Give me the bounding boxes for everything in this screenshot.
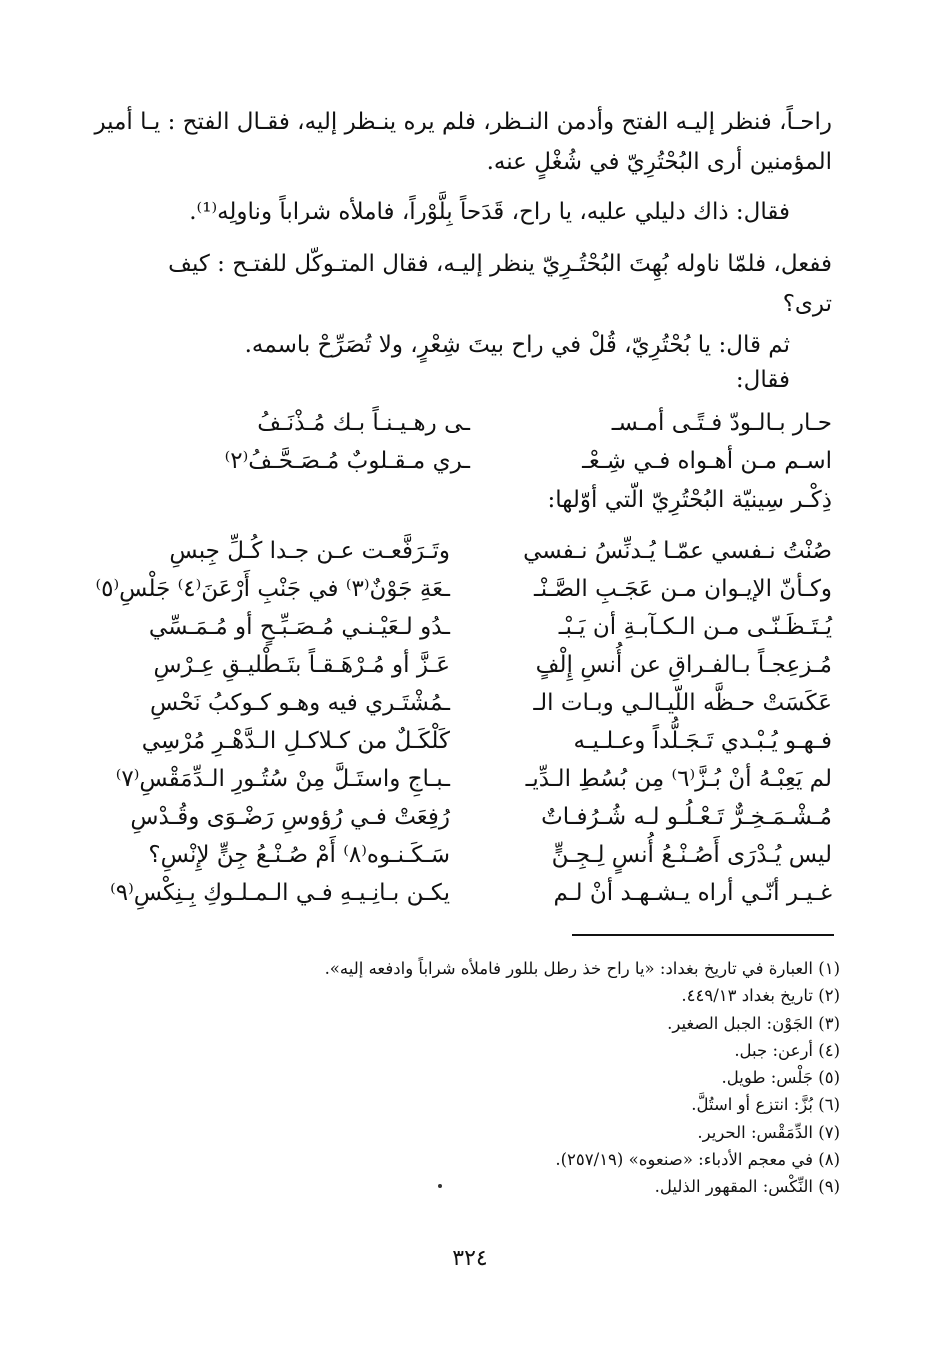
- hemistich: وتَـرَفَّعـت عـن جـدا كُـلِّ جِبسِ: [169, 538, 450, 564]
- hemistich: عَـزَّ أو مُـرْهَـقـاً بتَـطْليـقِ عِـرْسِ: [153, 652, 450, 678]
- hemistich: ـبـاجِ واستَـلَّ مِنْ سُتُـورِ الـدِّمَقْسِ⁽٧⁾: [115, 766, 450, 792]
- hemistich: حـار بـالـودّ فـتًـى أمـسـ: [611, 410, 832, 436]
- footnote: (٩) النِّكْس: المقهور الذليل.: [654, 1177, 840, 1197]
- paragraph-line: فقال:: [735, 367, 790, 393]
- hemistich: سَـكَـنـوه⁽٨⁾ أَمْ صُـنْـعُ جِنٍّ لإِنْسِ؟: [148, 842, 450, 868]
- footnote: (٤) أرعن: جبل.: [734, 1040, 840, 1060]
- hemistich: مُـشْـمَـخِـرٌّ تَـعْـلُـو لـه شُـرُفـاتٌ: [541, 804, 832, 830]
- footnote: (١) العبارة في تاريخ بغداد: «يا راح خذ رطل بللور فاملأه شراباً وادفعه إليه».: [324, 959, 840, 978]
- paragraph-line: ففعل، فلمّا ناوله بُهِتَ البُحْتُـرِيّ ينظر إليـه، فقال المتـوكّل للفتـح : كيف: [168, 251, 832, 277]
- hemistich: لم يَعِبْـهُ أنْ بُـزَّ⁽٦⁾ مِن بُسُطِ الـدِّيـ: [525, 766, 832, 792]
- hemistich: وكـأنّ الإيـوان مـن عَجَـبِ الصَّـنْـ: [534, 576, 832, 602]
- hemistich: ـري مـقـلوبٌ مُـصَـحَّـفُ⁽٢⁾: [224, 448, 470, 474]
- hemistich: ـدُو لـعَيْـنـي مُـصَـبِّـحٍ أو مُـمَـسِّي: [148, 614, 450, 640]
- poem-second-hemistichs: [95, 532, 450, 912]
- paragraph-line: المؤمنين أرى البُحْتُرِيّ في شُغْلٍ عنه.: [486, 149, 832, 175]
- hemistich: كَلْكَـلٌ من كـلاكـلِ الـدَّهْـرِ مُرْسِي: [141, 728, 450, 754]
- hemistich: ـمُشْتَـري فيه وهـو كـوكبُ نَحْسِ: [150, 690, 450, 716]
- paragraph-line: ترى؟: [782, 291, 832, 317]
- paragraph-line: فقال: ذاك دليلي عليه، يا راح، قَدَحاً بِلَّوْراً، فاملأه شراباً وناولِه⁽¹⁾.: [189, 199, 790, 225]
- hemistich: مُـزعِجـاً بـالفـراقِ عن أُنسِ إِلْفٍ: [535, 652, 832, 678]
- short-verse-first-hemistichs: [512, 404, 832, 480]
- hemistich: صُنْتُ نـفسي عمّـا يُـدنِّسُ نـفسي: [523, 538, 832, 564]
- footnote-separator: [572, 934, 834, 936]
- hemistich: ليس يُـدْرَى أَصُـنْـعُ أُنسٍ لِـجِـنٍّ: [551, 842, 832, 868]
- footnote: (٢) تاريخ بغداد ٤٤٩/١٣.: [681, 986, 840, 1006]
- poem-first-hemistichs: [512, 532, 832, 912]
- footnote: (٨) في معجم الأدباء: «صنعوه» (٢٥٧/١٩).: [555, 1150, 840, 1170]
- footnote: (٣) الجَوْن: الجبل الصغير.: [667, 1013, 840, 1033]
- footnote: (٦) بُزَّ: انتزع أو استُلَّ.: [691, 1095, 840, 1115]
- hemistich: فـهـو يُـبْـدي تَـجَـلُّداً وعـلـيـه: [573, 728, 832, 754]
- hemistich: يكـن بـانِـيـهِ فـي الـمـلـوكِ بِـنِكْسِ⁽٩⁾: [110, 880, 450, 906]
- paragraph-line: راحـاً، فنظر إليـه الفتح وأدمن النـظر، فلم يره ينـظر إليه، فقـال الفتح : يـا أمير: [94, 109, 832, 135]
- hemistich: رُفِعَتْ فـي رُؤوسِ رَضْـوَى وقُـدْسِ: [130, 804, 450, 830]
- hemistich: عَكَسَتْ حـظَّه اللّيـالـي وبـات الـ: [533, 690, 832, 716]
- paragraph-line: ثم قال: يا بُحْتُرِيّ، قُلْ في راح بيتَ شِعْرٍ، ولا تُصَرِّحْ باسمه.: [244, 332, 790, 358]
- hemistich: ـى رهـيـنـاً بـك مُـذْنَـفُ: [257, 410, 470, 436]
- scan-speck: [438, 1184, 442, 1188]
- footnote: (٥) جَلْس: طويل.: [721, 1068, 840, 1088]
- hemistich: يُـتَـظَـنّـى مـن الـكـآبـةِ أن يَـبْـ: [558, 614, 832, 640]
- poem-intro: ذِكْـر سِينيّة البُحْتُرِيّ الّتي أوّلها:: [547, 487, 832, 513]
- hemistich: ـعَةِ جَوْنٌ⁽٣⁾ في جَنْبِ أَرْعَنَ⁽٤⁾ جَلْسِ⁽٥⁾: [95, 576, 450, 602]
- hemistich: غـيـر أنّـي أراه يـشـهـد أنْ لـم: [553, 880, 832, 906]
- hemistich: اسـم مـن أهـواه فـي شِـعْـ: [582, 448, 832, 474]
- footnote: (٧) الدِّمَقْس: الحرير.: [697, 1122, 840, 1142]
- short-verse-second-hemistichs: [170, 404, 470, 480]
- page-number: ٣٢٤: [452, 1246, 488, 1271]
- footnotes: [100, 955, 840, 1201]
